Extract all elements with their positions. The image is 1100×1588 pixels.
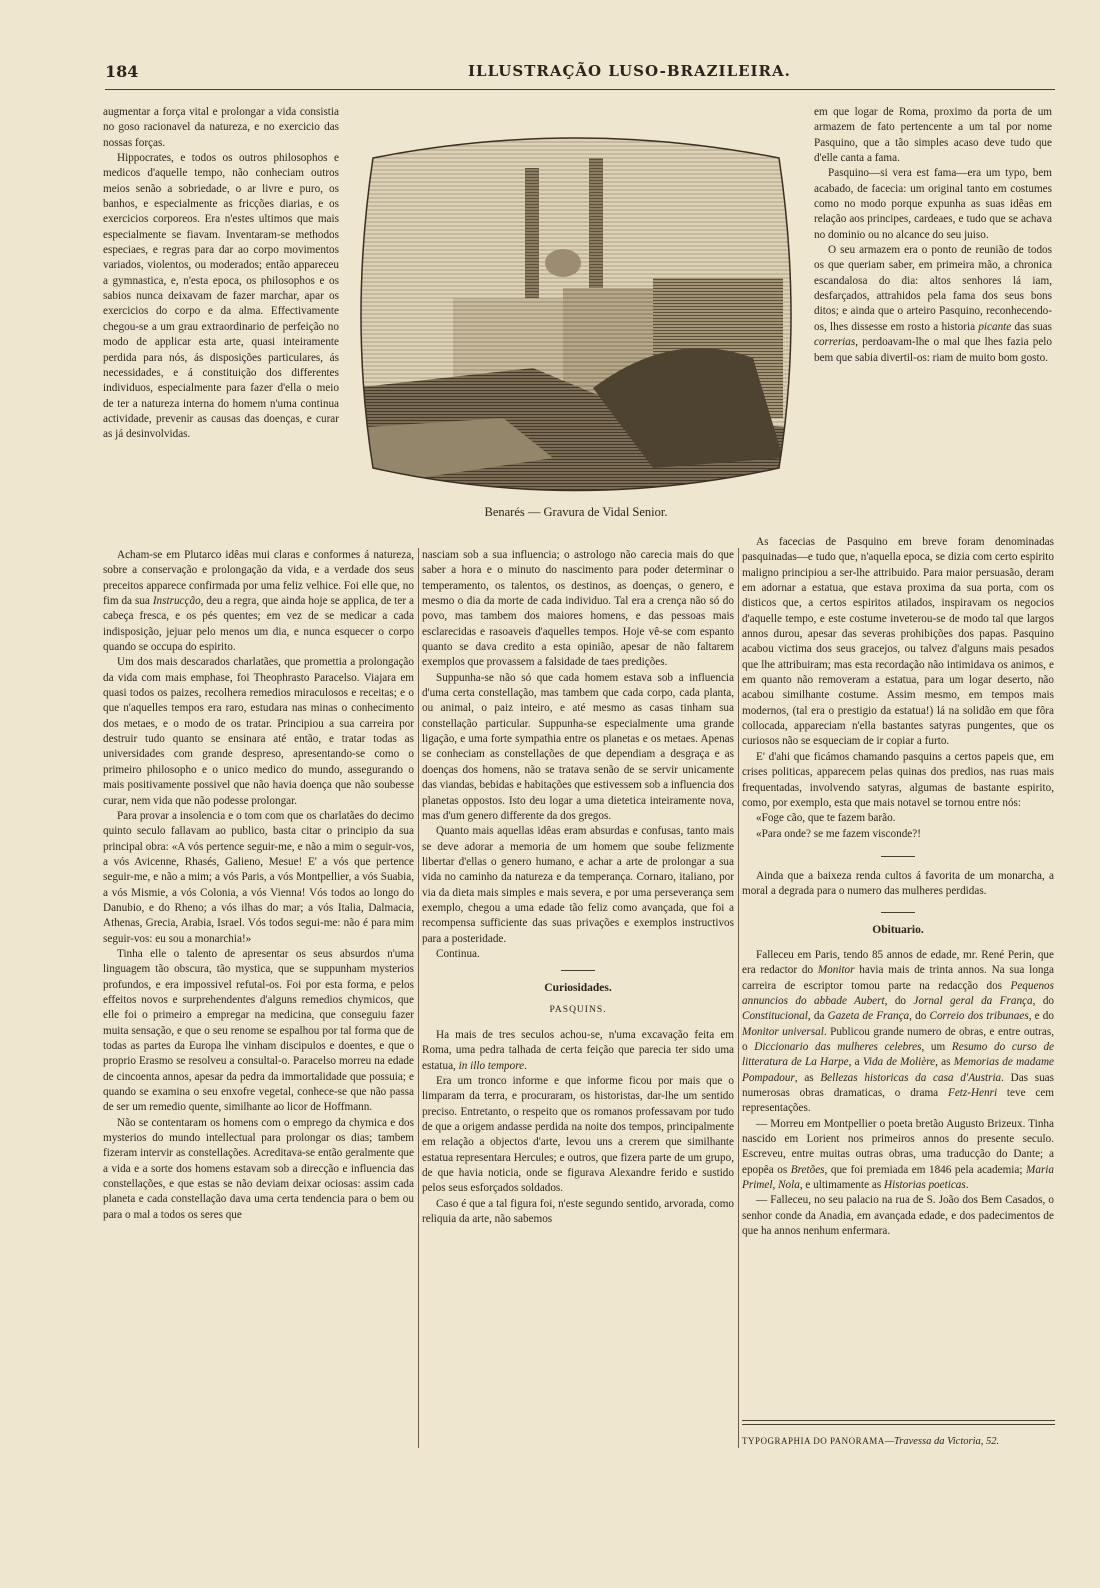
paragraph: E' d'ahi que ficámos chamando pasquins a certos papeis que, em crises politicas, apparecem pelas quinas dos predios, nas ruas mais frequentadas, involvendo satyras, algumas de bastante espirito, como, por exemplo, esta que mais notavel se tornou entre nós: <box>742 750 1054 809</box>
section-rule <box>881 856 915 857</box>
header-rule <box>105 89 1055 90</box>
benares-engraving <box>353 128 799 510</box>
footer-rule <box>742 1420 1055 1421</box>
paragraph: em que logar de Roma, proximo da porta de um armazem de fato pertencente a um tal por nome Pasquino, que a tão simples acaso deve tudo que d'elle canta a fama. <box>814 106 1052 165</box>
section-title: Curiosidades. <box>544 982 612 995</box>
column-2 <box>422 548 734 1227</box>
paragraph: Um dos mais descarados charlatães, que promettia a prolongação da vida com mais emphase, foi Theophrasto Paracelso. Viajara em quasi todos os paizes, recolhera remedios miraculosos e receitas; e o que n'aquelles tempos era raro, estudara nas minas o conhecimento dos metaes, e o modo de os tratar. Principiou a sua carreira por destruir tudo quanto se ensinara até então, e tratar todas as universidades com grande despreso, apresentando-se como o primeiro philosopho e o unico medico do mundo, assegurando o mais positivamente possivel que não havia doença que não soubesse curar, nem vida que não podesse prolongar. <box>103 656 414 807</box>
section-subtitle: PASQUINS. <box>549 1004 607 1015</box>
column-3-lower <box>742 535 1054 1239</box>
section-rule <box>881 912 915 913</box>
paragraph: — Morreu em Montpellier o poeta bretão Augusto Brizeux. Tinha nascido em Lorient nos primeiros annos do presente seculo. Escreveu, entre muitas outras obras, uma traducção do Dante; a epopêa os Bretões, que foi premiada em 1846 pela academia; Maria Primel, Nola, e ultimamente as Historias poeticas. <box>742 1117 1054 1192</box>
paragraph: Era um tronco informe e que informe ficou por mais que o limparam da terra, e procuraram, os historistas, dar-lhe um sentido preciso. Entretanto, o respeito que os romanos professavam por tudo de que a origem andasse perdida na noite dos tempos, principalmente em relação a objectos d'arte, levou uns a crerem que similhante estatua representara Hercules; e outros, que fizera parte de um grupo, de que havia noticia, onde se figurava Alexandre ferido e sustido pelos seus esforçados soldados. <box>422 1075 734 1195</box>
illustration-caption: Benarés — Gravura de Vidal Senior. <box>484 505 668 519</box>
quote-line: «Para onde? se me fazem visconde?! <box>756 827 921 840</box>
paragraph: Para provar a insolencia e o tom com que os charlatães do decimo quinto seculo fallavam ao publico, basta citar o principio da sua principal obra: «A vós pertence seguir-me, e não a mim o seguir-vos, a vós Avicenne, Rhasés, Galieno, Mesue! E' a vós que pertence seguir-me, e não a mim; a vós Paris, a vós Montpellier, a vós Suabia, a vós Mismie, a vós Colonia, a vós Vienna! Vós todos ao longo do Danubio, e do Rheno; a vós ilhas do mar; a vós Italia, Dalmacia, Athenas, Grecia, Arabia, Israel. Vós todos segui-me: não é para mim seguir-vos: eu sou a monarchia!» <box>103 809 414 945</box>
page-number: 184 <box>105 62 139 81</box>
paragraph: Suppunha-se não só que cada homem estava sob a influencia d'uma certa constellação, mas tambem que cada corpo, cada planta, ou animal, o paiz inteiro, e até mesmo as casas tinham sua constellação particular. Suppunha-se especialmente uma grande ligação, e uma forte sympathia entre os planetas e os metaes. Apenas se conheciam as constellações de que dependiam a desgraça e as doenças dos homens, não se tratava senão de se servir unicamente das viandas, bebidas e habitações que estivessem sob a influencia dos planetas oppostos. Isto deu logar a uma dietetica inteiramente nova, mas d'um genero differente da dos gregos. <box>422 671 734 822</box>
paragraph: Hippocrates, e todos os outros philosophos e medicos d'aquelle tempo, não conheciam outros meios senão a sobriedade, o ar livre e puro, os banhos, e especialmente as fricções diarias, e os exercicios corporeos. Era n'estes ultimos que mais especialmente se fiavam. Inventaram-se methodos especiaes, e regras para dar ao corpo movimentos variados, violentos, ou moderados; então appareceu a gymnastica, e, n'esta epoca, os philosophos e os sabios nunca deixavam de fazer marchar, apar os exercicios do corpo e da alma. Effectivamente chegou-se a um grau extraordinario de perfeição no modo de applicar esta arte, quasi inteiramente perdida para nós, ás disposições particulares, ás necessidades, e á constituição dos differentes individuos, especialmente para fazer d'ella o meio de ter a natureza interna do homem n'uma continua actividade, prevenir as causas das doenças, e curar as já desinvolvidas. <box>103 152 339 441</box>
column-divider <box>738 548 739 1448</box>
paragraph: Falleceu em Paris, tendo 85 annos de edade, mr. René Perin, que era redactor do Monitor havia mais de trinta annos. Na sua longa carreira de escriptor tomou parte na redacção dos Pequenos annuncios do abbade Aubert, do Jornal geral da França, do Constitucional, da Gazeta de França, do Correio dos tribunaes, e do Monitor universal. Publicou grande numero de obras, e entre outras, o Diccionario das mulheres celebres, um Resumo do curso de litteratura de La Harpe, a Vida de Molière, as Memorias de madame Pompadour, as Bellezas historicas da casa d'Austria. Das suas numerosas obras dramaticas, o drama Fetz-Henri teve cem representações. <box>742 948 1055 1115</box>
page-title: ILLUSTRAÇÃO LUSO-BRAZILEIRA. <box>468 62 791 80</box>
paragraph: Pasquino—si vera est fama—era um typo, bem acabado, de facecia: um original tanto em costumes como no modo porque expunha as suas idêas em relação aos principes, cardeaes, e tudo que se achava no dominio ou no alcance do seu juiso. <box>814 167 1052 241</box>
paragraph: Ha mais de tres seculos achou-se, n'uma excavação feita em Roma, uma pedra talhada de certa feição que parecia ter sido uma estatua, in illo tempore. <box>422 1028 734 1072</box>
paragraph: Tinha elle o talento de apresentar os seus absurdos n'uma linguagem tão obscura, tão mystica, que se suppunham mysterios profundos, e era impossivel refutal-os. Foi por esta forma, e pelos effeitos novos e surprehendentes d'alguns remedios chymicos, que elle foi o primeiro a empregar na medicina, que conseguiu fazer muita sensação, e que o seu renome se espalhou por tal forma que de todas as partes da Europa lhe vinham discipulos e doentes, e que o proprio Erasmo se resolveu a consultal-o. Paracelso morreu na edade de cincoenta annos, apesar da pedra da immortalidade que possuia; e quando se examina o seu enxofre vegetal, conhece-se que não passa de ser um remedio quente, similhante ao licor de Hoffmann. <box>103 947 414 1114</box>
printer-address: —Travessa da Victoria, 52. <box>884 1436 1000 1447</box>
paragraph: O seu armazem era o ponto de reunião de todos os que queriam saber, em primeira mão, a chronica escandalosa do dia: altos senhores lá iam, desfarçados, attrahidos pela fama dos seus bons ditos; e ainda que o arteiro Pasquino, reconhecendo-os, lhes dissesse em rosto a historia picante das suas correrias, perdoavam-lhe o mal que lhes fazia pelo bem que sabia divertil-os: riam de muito bom gosto. <box>814 244 1052 364</box>
printer-name: TYPOGRAPHIA DO PANORAMA <box>742 1436 885 1446</box>
paragraph: Não se contentaram os homens com o emprego da chymica e dos mysterios do mundo intellectual para prolongar os dias; tambem fizeram intervir as constellações. Acreditava-se então geralmente que a vida e a sorte dos homens estavam sob a direcção e influencia das constellações, e que estas se não deviam deixar ociosas: assim cada planeta e cada constellação dava uma certa tendencia para o bem ou para o mal a todos os seres que <box>103 1116 414 1221</box>
engraving-image <box>353 128 799 510</box>
section-rule <box>561 970 595 971</box>
column-1-upper <box>103 105 339 443</box>
column-3 <box>814 105 1052 366</box>
paragraph: nasciam sob a sua influencia; o astrologo não carecia mais do que saber a hora e o minuto do nascimento para poder determinar o temperamento, os talentos, os destinos, as doenças, o genero, e mesmo o dia da morte de cada individuo. Tal era a crença não só do povo, mas tambem dos maiores homens, e das pessoas mais esclarecidas e rasoaveis d'aquelles tempos. Hoje vê-se com espanto quanto se dava credito a esta opinião, apesar de não faltarem exemplos que provassem a falsidade de taes predições. <box>422 549 734 669</box>
footer-rule <box>742 1424 1055 1425</box>
paragraph: Caso é que a tal figura foi, n'este segundo sentido, arvorada, como reliquia da arte, não sabemos <box>422 1197 734 1226</box>
paragraph: augmentar a força vital e prolongar a vida consistia no goso racionavel da natureza, e no exercicio das nossas forças. <box>103 106 339 149</box>
paragraph: — Falleceu, no seu palacio na rua de S. João dos Bem Casados, o senhor conde da Anadia, em avançada edade, e dos padecimentos de que ha annos nenhum enfermara. <box>742 1194 1054 1238</box>
paragraph: As facecias de Pasquino em breve foram denominadas pasquinadas—e tudo que, n'aquella epoca, se dizia com certo espirito maligno principiou a ser-lhe attribuido. Para maior persuasão, deram em adornar a estatua, que estava proxima da sua porta, com os disticos que, a certos espiritos atilados, inspiravam os negocios d'aquelle tempo, e este costume inveterou-se de modo tal que largos annos durou, apesar das severas prohibições dos papas. Pasquino acabou victima dos seus gracejos, ou talvez d'alguns mais pesados que lhe attribuiram; mas esta recordação não intimidava os animos, e em quanto não removeram a estatua, para um logar deserto, não acabou similhante costume. Assim mesmo, em tempos mais modernos, (tal era o prestigio da estatua!) lá na solidão em que fôra collocada, appareciam n'ella bastantes satyras pungentes, que os curiosos não se esqueciam de ir copiar a furto. <box>742 536 1054 748</box>
column-1-lower <box>103 548 414 1223</box>
printer-footer <box>742 1436 1057 1447</box>
obituary-title: Obituario. <box>872 923 924 936</box>
column-divider <box>418 548 419 1448</box>
continua-note: Continua. <box>436 947 480 960</box>
paragraph: Quanto mais aquellas idêas eram absurdas e confusas, tanto mais se deve adorar a memoria de um homem que soube felizmente libertar d'ellas o genero humano, e achar a arte de prolongar a sua vida no caminho da natureza e da temperança. Cornaro, italiano, por via da dieta mais simples e mais severa, e por uma perseverança sem exemplo, chegou a uma edade tão feliz como avançada, que foi a recompensa sufficiente das suas privações e exemplos instructivos para a posteridade. <box>422 825 734 945</box>
paragraph: Ainda que a baixeza renda cultos á favorita de um monarcha, a moral a degrada para o numero das mulheres perdidas. <box>742 869 1054 898</box>
paragraph: Acham-se em Plutarco idêas mui claras e conformes á natureza, sobre a conservação e prolongação da vida, e a verdade dos seus preceitos apparece confirmada por uma feliz velhice. Foi elle que, no fim da sua Instrucção, deu a regra, que ainda hoje se applica, de ter a cabeça fresca, e os pés quentes; em vez de se medicar a cada indisposição, jejuar pelo menos um dia, e nunca esquecer o corpo quando se occupa do espirito. <box>103 549 414 654</box>
quote-line: «Foge cão, que te fazem barão. <box>756 812 896 825</box>
